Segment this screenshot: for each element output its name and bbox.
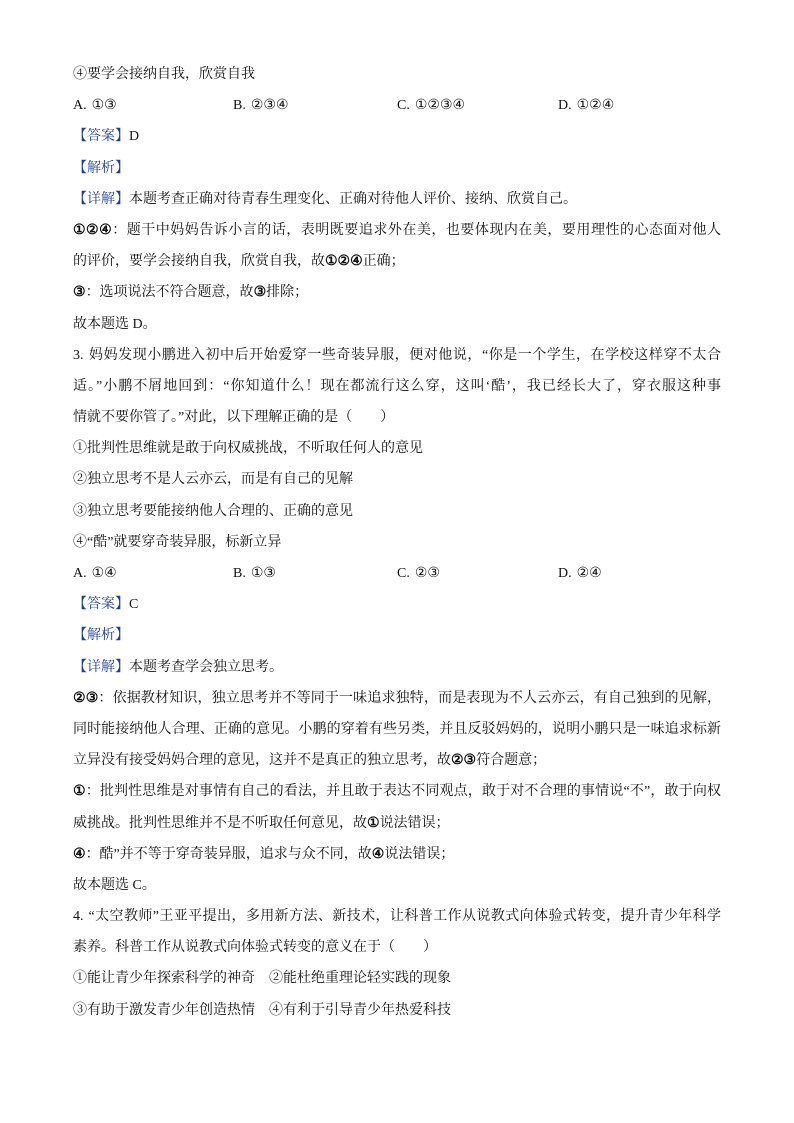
q2-explanation-line <box>73 246 721 277</box>
explanation-text: 说法错误； <box>384 846 455 862</box>
q3-explanation-line <box>73 683 721 714</box>
q2-options <box>73 90 721 121</box>
option-ref: ①②④ <box>325 254 363 270</box>
analysis-label: 【解析】 <box>73 628 129 644</box>
detail-text: 本题考查学会独立思考。 <box>129 659 283 675</box>
option-text: ①②③④ <box>414 98 466 114</box>
q3-stem-line: 情就不要你管了。”对此，以下理解正确的是（ ） <box>73 410 395 426</box>
q3-option-c <box>397 558 558 589</box>
option-ref: ②③ <box>451 753 477 769</box>
option-ref: ③ <box>253 285 267 301</box>
q3-answer <box>73 589 721 620</box>
q3-explanation-line <box>73 839 721 870</box>
q2-option-b <box>233 90 397 121</box>
explanation-text: ：酷”并不等于穿奇装异服，追求与众不同，故 <box>85 846 372 862</box>
q4-statement: ②能杜绝重理论轻实践的现象 <box>269 971 451 987</box>
option-ref: ① <box>367 815 380 831</box>
option-label: C. <box>397 566 410 581</box>
q2-option-a <box>73 90 233 121</box>
option-text: ①③ <box>91 98 117 114</box>
explanation-text: 正确； <box>362 254 405 270</box>
q3-conclusion: 故本题选 C。 <box>73 877 156 893</box>
option-ref: ②③ <box>73 690 99 706</box>
explanation-text: ：题干中妈妈告诉小言的话，表明既要追求外在美，也要体现内在美，要用理性的心态面对他人 <box>112 222 721 238</box>
option-ref: ④ <box>371 846 385 862</box>
q4-stem-line <box>73 901 721 932</box>
answer-label: 【答案】 <box>73 597 129 613</box>
q2-explanation-line <box>73 277 721 308</box>
q3-option-d <box>558 558 602 589</box>
detail-label: 【详解】 <box>73 659 129 675</box>
q3-explanation-line <box>73 745 721 776</box>
detail-text: 本题考查正确对待青春生理变化、正确对待他人评价、接纳、欣赏自己。 <box>129 191 577 207</box>
explanation-text: 排除； <box>266 285 309 301</box>
q3-detail <box>73 652 721 683</box>
option-text: ②④ <box>576 566 602 581</box>
option-label: A. <box>73 98 87 114</box>
option-label: B. <box>233 566 246 581</box>
q2-answer <box>73 121 721 152</box>
document-content <box>73 59 721 1026</box>
q4-statement: ③有助于激发青少年创造热情 <box>73 1002 255 1018</box>
option-text: ①②④ <box>576 98 615 114</box>
q3-explanation-line <box>73 714 721 745</box>
question-number: 3. <box>73 347 84 363</box>
q2-option-c <box>397 90 558 121</box>
option-ref: ①②④ <box>73 222 113 238</box>
option-label: B. <box>233 98 246 114</box>
q2-conclusion: 故本题选 D。 <box>73 316 157 332</box>
detail-label: 【详解】 <box>73 191 129 207</box>
option-label: D. <box>558 566 572 581</box>
q4-stem-line: 素养。科普工作从说教式向体验式转变的意义在于（ ） <box>73 940 437 956</box>
q3-statement: ④“酷”就要穿奇装异服，标新立异 <box>73 534 282 550</box>
q2-analysis-heading <box>73 153 721 184</box>
option-text: ②③④ <box>250 98 289 114</box>
explanation-text: 说法错误； <box>379 815 450 831</box>
q3-option-b <box>233 558 397 589</box>
option-ref: ③ <box>73 285 86 301</box>
option-ref: ④ <box>73 846 86 862</box>
q3-statement: ②独立思考不是人云亦云，而是有自己的见解 <box>73 472 353 488</box>
q2-detail <box>73 184 721 215</box>
explanation-text: 符合题意； <box>476 753 547 769</box>
option-label: C. <box>397 98 410 114</box>
q3-options <box>73 558 721 589</box>
answer-label: 【答案】 <box>73 129 129 145</box>
option-text: ①③ <box>250 566 276 581</box>
explanation-text: ：依据教材知识，独立思考并不等同于一味追求独特，而是表现为不人云亦云，有自己独到的见解， <box>98 690 721 706</box>
explanation-text: 立异没有接受妈妈合理的意见，这并不是真正的独立思考，故 <box>73 753 451 769</box>
answer-value: C <box>129 597 139 613</box>
explanation-text: 同时能接纳他人合理、正确的意见。小鹏的穿着有些另类，并且反驳妈妈的，说明小鹏只是一味追求标新 <box>73 721 721 737</box>
q2-statement-4: ④要学会接纳自我，欣赏自我 <box>73 67 255 82</box>
option-label: D. <box>558 98 572 114</box>
option-text: ②③ <box>414 566 440 581</box>
q4-statements-row <box>73 963 721 994</box>
stem-text: “太空教师”王亚平提出，多用新方法、新技术，让科普工作从说教式向体验式转变，提升青少年科学 <box>88 909 721 925</box>
q2-option-d <box>558 90 614 121</box>
q4-statements-row <box>73 995 721 1026</box>
explanation-text: 威挑战。批判性思维并不是不听取任何意见，故 <box>73 815 367 831</box>
stem-text: 妈妈发现小鹏进入初中后开始爱穿一些奇装异服，便对他说，“你是一个学生，在学校这样穿不太合 <box>88 347 721 363</box>
explanation-text: ：批判性思维是对事情有自己的看法，并且敢于表达不同观点，敢于对不合理的事情说“不”，敢于向权 <box>85 784 721 800</box>
q3-explanation-line <box>73 776 721 807</box>
q3-explanation-line <box>73 808 721 839</box>
question-number: 4. <box>73 909 84 925</box>
q3-statement: ③独立思考要能接纳他人合理的、正确的意见 <box>73 503 353 519</box>
explanation-text: 的评价，要学会接纳自我，欣赏自我，故 <box>73 254 325 270</box>
q4-statement: ①能让青少年探索科学的神奇 <box>73 971 255 987</box>
q2-explanation-line <box>73 215 721 246</box>
option-ref: ① <box>73 784 86 800</box>
analysis-label: 【解析】 <box>73 160 129 176</box>
q4-statement: ④有利于引导青少年热爱科技 <box>269 1002 451 1018</box>
answer-value: D <box>129 129 140 145</box>
q3-stem-line <box>73 340 721 371</box>
option-text: ①④ <box>91 566 117 581</box>
q3-option-a <box>73 558 233 589</box>
q3-statement: ①批判性思维就是敢于向权威挑战，不听取任何人的意见 <box>73 441 423 457</box>
q3-analysis-heading <box>73 620 721 651</box>
option-label: A. <box>73 566 87 581</box>
q3-stem-line: 适。”小鹏不屑地回到：“你知道什么！现在都流行这么穿，这叫‘酷’，我已经长大了，穿衣服这种事 <box>73 378 721 394</box>
explanation-text: ：选项说法不符合题意，故 <box>85 285 254 301</box>
